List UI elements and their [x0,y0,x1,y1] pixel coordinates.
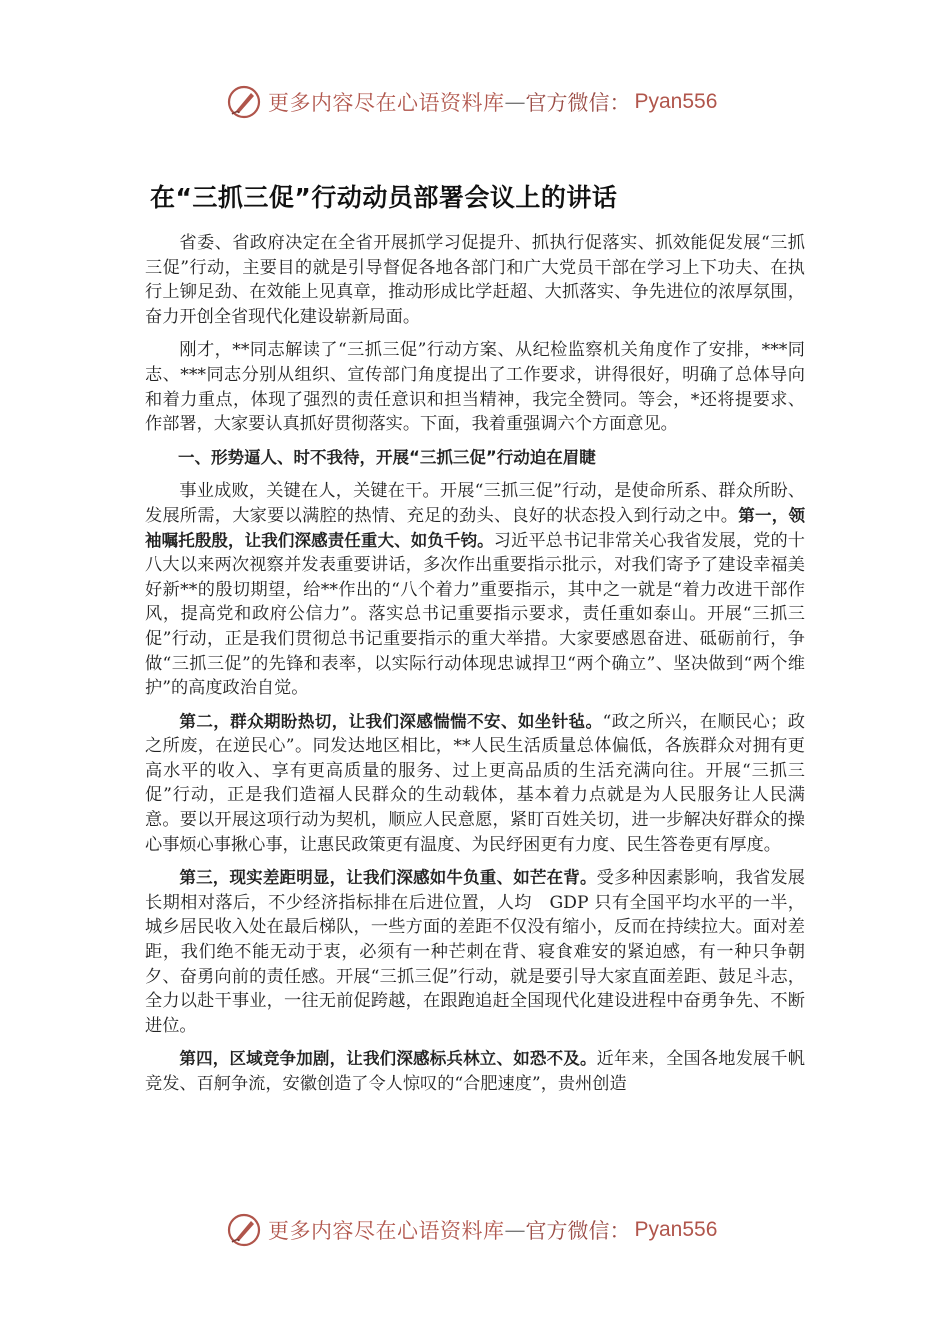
point-3-text: 受多种因素影响，我省发展长期相对落后，不少经济指标排在后进位置，人均 GDP 只有全国平均水平的一半，城乡居民收入处在最后梯队，一些方面的差距不仅没有缩小，反而在持续拉大。面对差距，我们绝不能无动于衷，必须有一种芒刺在背、寝食难安的紧迫感，有一种只争朝夕、奋勇向前的责任感。开展“三抓三促”行动，就是要引导大家直面差距、鼓足斗志，全力以赴干事业，一往无前促跨越，在跟跑追赶全国现代化建设进程中奋勇争先、不断进位。 [145,868,805,1036]
point-2-text: “政之所兴，在顺民心；政之所废，在逆民心”。同发达地区相比，**人民生活质量总体偏低，各族群众对拥有更高水平的收入、享有更高质量的服务、过上更高品质的生活充满向往。开展“三抓三促”行动，正是我们造福人民群众的生动载体，基本着力点就是为人民服务让人民满意。要以开展这项行动为契机，顺应人民意愿，紧盯百姓关切，进一步解决好群众的操心事烦心事揪心事，让惠民政策更有温度、为民纾困更有力度、民生答卷更有厚度。 [145,711,805,855]
banner-dash: — [504,1218,526,1242]
paragraph-intro-text: 事业成败，关键在人，关键在干。开展“三抓三促”行动，是使命所系、群众所盼、发展所需，大家要以满腔的热情、充足的劲头、良好的状态投入到行动之中。 [145,481,805,526]
banner-wechat-label: 官方微信： [525,91,631,115]
header-banner [0,82,950,122]
point-1-heading: 第一，领袖嘱托殷殷，让我们深感责任重大、如负千钧。 [145,505,805,550]
banner-text: 更多内容尽在心语资料库 [268,91,505,115]
footer-banner [0,1210,950,1250]
section-heading-1: 一、形势逼人、时不我待，开展“三抓三促”行动迫在眉睫 [178,447,596,467]
paragraph-point-1 [145,479,805,700]
paragraph-point-3 [145,866,805,1038]
point-3-heading: 第三，现实差距明显，让我们深感如牛负重、如芒在背。 [179,868,597,888]
point-4-heading: 第四，区域竞争加剧，让我们深感标兵林立、如恐不及。 [179,1049,597,1069]
quill-pen-logo-icon [226,84,262,120]
banner-wechat-id: Pyan556 [634,90,718,113]
banner-dash: — [504,90,526,114]
point-2-heading: 第二，群众期盼热切，让我们深感惴惴不安、如坐针毡。 [179,711,603,731]
document-body [145,231,805,1106]
point-1-text: 习近平总书记非常关心我省发展，党的十八大以来两次视察并发表重要讲话，多次作出重要指示批示，对我们寄予了建设幸福美好新**的殷切期望，给**作出的“八个着力”重要指示，其中之一就是“着力改进干部作风，提高党和政府公信力”。落实总书记重要指示要求，责任重如泰山。开展“三抓三促”行动，正是我们贯彻总书记重要指示的重大举措。大家要感恩奋进、砥砺前行，争做“三抓三促”的先锋和表率，以实际行动体现忠诚捍卫“两个确立”、坚决做到“两个维护”的高度政治自觉。 [145,530,805,699]
banner-content [226,82,717,122]
banner-wechat-label: 官方微信： [525,1219,631,1243]
point-4-text: 近年来，全国各地发展千帆竞发、百舸争流，安徽创造了令人惊叹的“合肥速度”，贵州创造 [145,1049,805,1094]
paragraph-context: 刚才，**同志解读了“三抓三促”行动方案、从纪检监察机关角度作了安排，***同志、***同志分别从组织、宣传部门角度提出了工作要求，讲得很好，明确了总体导向和着力重点，体现了强烈的责任意识和担当精神，我完全赞同。等会，*还将提要求、作部署，大家要认真抓好贯彻落实。下面，我着重强调六个方面意见。 [145,340,805,435]
quill-pen-logo-icon [226,1212,262,1248]
paragraph-intro: 省委、省政府决定在全省开展抓学习促提升、抓执行促落实、抓效能促发展“三抓三促”行动，主要目的就是引导督促各地各部门和广大党员干部在学习上下功夫、在执行上铆足劲、在效能上见真章，推动形成比学赶超、大抓落实、争先进位的浓厚氛围，奋力开创全省现代化建设崭新局面。 [145,233,805,327]
paragraph-point-2 [145,710,805,858]
document-title: 在“三抓三促”行动动员部署会议上的讲话 [150,183,618,212]
banner-text: 更多内容尽在心语资料库 [268,1219,505,1243]
banner-wechat-id: Pyan556 [634,1218,718,1241]
banner-content [226,1210,717,1250]
paragraph-point-4 [145,1047,805,1096]
